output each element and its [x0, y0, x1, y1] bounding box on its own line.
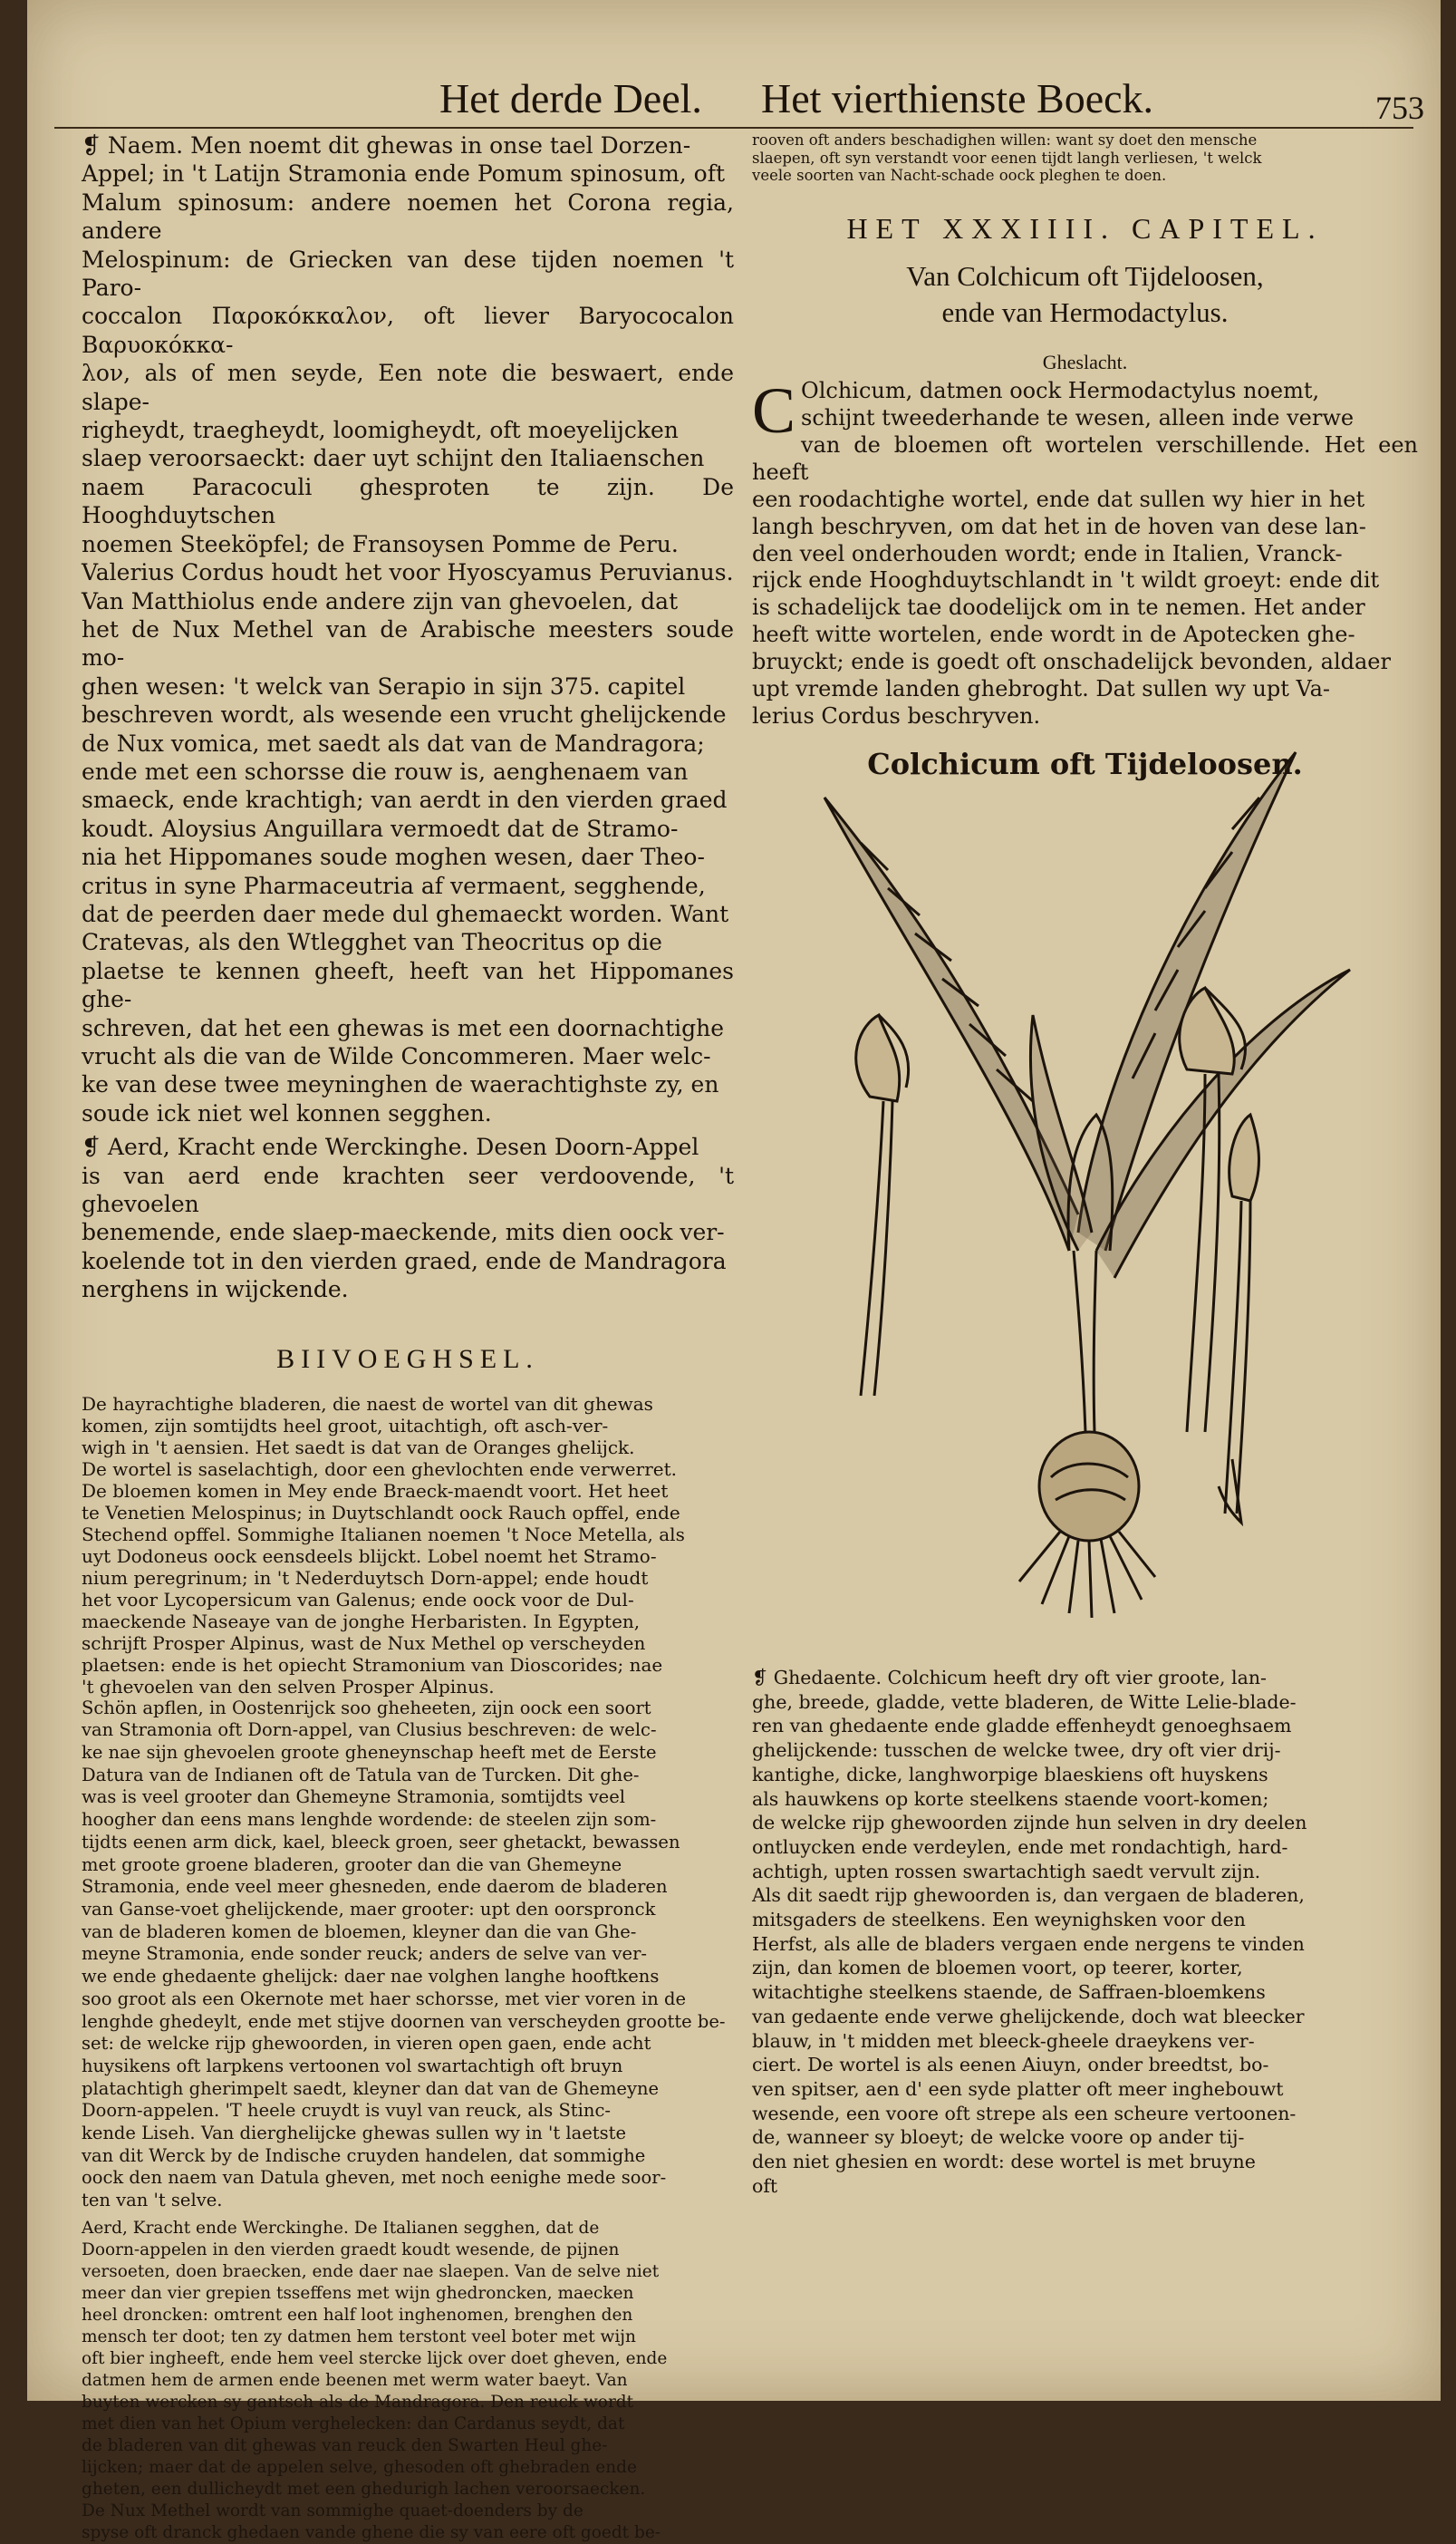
text-line: we ende ghedaente ghelijck: daer nae volghen langhe hooftkens	[82, 1966, 660, 1988]
text-line: heel droncken: omtrent een half loot inghenomen, brenghen den	[82, 2305, 633, 2325]
text-line: De hayrachtighe bladeren, die naest de wortel van dit ghewas	[82, 1392, 653, 1415]
right-column	[752, 131, 1418, 781]
text-line: van de bloemen oft wortelen verschillende. Het een heeft	[752, 431, 1418, 485]
text-line: λον, als of men seyde, Een note die beswaert, ende slape-	[82, 360, 734, 415]
gheslacht-label: Gheslacht.	[1042, 351, 1128, 374]
text-line: ende met een schorsse die rouw is, aenghenaem van	[82, 758, 689, 785]
text-line: Cratevas, als den Wtlegghet van Theocritus op die	[82, 929, 662, 956]
text-line: schrijft Prosper Alpinus, wast de Nux Methel op verscheyden	[82, 1631, 646, 1654]
text-line: komen, zijn somtijdts heel groot, uitachtigh, oft asch-ver-	[82, 1414, 609, 1436]
text-line: den veel onderhouden wordt; ende in Italien, Vranck-	[752, 540, 1343, 566]
bijvoeghsel-paragraph	[82, 1393, 734, 1698]
text-line: ❡ Aerd, Kracht ende Werckinghe. Desen Doorn-Appel	[82, 1134, 699, 1161]
text-line: heeft witte wortelen, ende wordt in de Apotecken ghe-	[752, 622, 1355, 648]
running-head-part: Het derde Deel.	[439, 75, 702, 121]
text-line: Stechend opffel. Sommighe Italianen noemen 't Noce Metella, als	[82, 1523, 685, 1545]
werckinghe-paragraph	[82, 2218, 734, 2544]
bulb	[1039, 1432, 1139, 1541]
text-line: kende Liseh. Van dierghelijcke ghewas sullen wy in 't laetste	[82, 2123, 627, 2144]
text-line: nia het Hippomanes soude moghen wesen, daer Theo-	[82, 844, 705, 871]
chapter-title: HET XXXIIII. CAPITEL.	[846, 212, 1324, 246]
text-line: Appel; in 't Latijn Stramonia ende Pomum spinosum, oft	[82, 160, 726, 188]
text-line: smaeck, ende krachtigh; van aerdt in den vierden graed	[82, 787, 728, 814]
text-line: Schön apflen, in Oostenrijck soo gheheeten, zijn oock een soort	[82, 1697, 651, 1718]
text-line: koudt. Aloysius Anguillara vermoedt dat de Stramo-	[82, 815, 679, 842]
text-line: huysikens oft larpkens vertoonen vol swartachtigh oft bruyn	[82, 2055, 623, 2076]
text-line: is schadelijck tae doodelijck om in te nemen. Het ander	[752, 595, 1365, 621]
text-line: soude ick niet wel konnen segghen.	[82, 1099, 492, 1127]
text-line: is van aerd ende krachten seer verdoovende, 't ghevoelen	[82, 1162, 734, 1218]
schon-paragraph	[82, 1698, 734, 2212]
bijvoeghsel-heading: BIIVOEGHSEL.	[276, 1343, 539, 1374]
text-line: coccalon Παροκόκκαλον, oft liever Baryococalon Βαρυοκόκκα-	[82, 303, 734, 358]
aerd-paragraph	[82, 1133, 734, 1303]
text-line: schreven, dat het een ghewas is met een doornachtighe	[82, 1014, 725, 1041]
text-line: tijdts eenen arm dick, kael, bleeck groen, seer ghetackt, bewassen	[82, 1831, 680, 1852]
text-line: hoogher dan eens mans lenghde wordende: de steelen zijn som-	[82, 1809, 657, 1831]
text-line: lenghde ghedeylt, ende met stijve doornen van verscheyden grootte be-	[82, 2010, 726, 2032]
text-line: De bloemen komen in Mey ende Braeck-maendt voort. Het heet	[82, 1479, 669, 1502]
colchicum-woodcut-illustration	[806, 743, 1368, 1649]
text-line: slaep veroorsaeckt: daer uyt schijnt den Italiaenschen	[82, 445, 705, 472]
text-line: mitsgaders de steelkens. Een weynighsken voor den	[752, 1909, 1246, 1931]
text-line: Doorn-appelen. 'T heele cruydt is vuyl van reuck, als Stinc-	[82, 2100, 611, 2122]
text-line: van dit Werck by de Indische cruyden handelen, dat sommighe	[82, 2144, 646, 2166]
text-line: De Nux Methel wordt van sommighe quaet-doenders by de	[82, 2500, 583, 2520]
text-line: mensch ter doot; ten zy datmen hem terstont veel boter met wijn	[82, 2326, 636, 2346]
text-line: rijck ende Hooghduytschlandt in 't wildt groeyt: ende dit	[752, 567, 1380, 594]
drop-cap: C	[752, 374, 796, 448]
text-line: rooven oft anders beschadighen willen: want sy doet den mensche	[752, 131, 1258, 149]
text-line: naem Paracoculi ghesproten te zijn. De Hooghduytschen	[82, 473, 734, 529]
text-line: Doorn-appelen in den vierden graedt koudt wesende, de pijnen	[82, 2239, 620, 2259]
text-line: ghe, breede, gladde, vette bladeren, de Witte Lelie-blade-	[752, 1690, 1297, 1713]
roots	[1019, 1532, 1155, 1618]
text-line: soo groot als een Okernote met haer schorsse, met vier voren in de	[82, 1988, 687, 2009]
text-line: met groote groene bladeren, grooter dan die van Ghemeyne	[82, 1853, 622, 1875]
text-line: buyten wercken sy gantsch als de Mandragora. Den reuck wordt	[82, 2392, 634, 2412]
text-line: dat de peerden daer mede dul ghemaeckt worden. Want	[82, 900, 729, 927]
text-line: wigh in 't aensien. Het saedt is dat van de Oranges ghelijck.	[82, 1436, 635, 1458]
text-line: critus in syne Pharmaceutria af vermaent, segghende,	[82, 872, 706, 899]
text-line: Datura van de Indianen oft de Tatula van de Turcken. Dit ghe-	[82, 1764, 640, 1785]
figure-caption: Colchicum oft Tijdeloosen.	[867, 746, 1303, 781]
text-line: de, wanneer sy bloeyt; de welcke voore op ander tij-	[752, 2126, 1245, 2149]
text-line: plaetse te kennen gheeft, heeft van het Hippomanes ghe-	[82, 957, 734, 1013]
text-line: Stramonia, ende veel meer ghesneden, ende daerom de bladeren	[82, 1876, 668, 1898]
text-line: gheten, een dullicheydt met een ghedurigh lachen veroorsaecken.	[82, 2479, 646, 2499]
flower-left-stem	[861, 1101, 883, 1396]
text-line: maeckende Naseaye van de jonghe Herbaristen. In Egypten,	[82, 1610, 641, 1632]
left-column	[82, 131, 734, 2544]
gheslacht-paragraph	[752, 374, 1418, 730]
text-line: Van Matthiolus ende andere zijn van ghevoelen, dat	[82, 587, 679, 614]
text-line: ven spitser, aen d' een syde platter oft meer inghebouwt	[752, 2077, 1284, 2100]
text-line: versoeten, doen braecken, ende daer nae slaepen. Van de selve niet	[82, 2261, 660, 2281]
text-line: lerius Cordus beschryven.	[752, 702, 1041, 729]
text-line: datmen hem de armen ende beenen met werm water baeyt. Van	[82, 2370, 628, 2390]
text-line: het de Nux Methel van de Arabische meesters soude mo-	[82, 615, 734, 672]
text-line: plaetsen: ende is het opiecht Stramonium van Dioscorides; nae	[82, 1653, 663, 1676]
text-line: blauw, in 't midden met bleeck-gheele draeykens ver-	[752, 2029, 1255, 2052]
text-line: ren van ghedaente ende gladde effenheydt genoeghsaem	[752, 1715, 1292, 1737]
text-line: de bladeren van dit ghewas van reuck den Swarten Heul ghe-	[82, 2435, 608, 2455]
text-line: als hauwkens op korte steelkens staende voort-komen;	[752, 1787, 1269, 1810]
text-line: bruyckt; ende is goedt oft onschadelijck bevonden, aldaer	[752, 649, 1391, 675]
text-line: was is veel grooter dan Ghemeyne Stramonia, somtijdts veel	[82, 1786, 625, 1808]
text-line: meer dan vier grepien tsseffens met wijn ghedroncken, maecken	[82, 2283, 634, 2303]
text-line: ten van 't selve.	[82, 2190, 223, 2211]
text-line: ❡ Naem. Men noemt dit ghewas in onse tael Dorzen-	[82, 132, 691, 159]
text-line: zijn, dan komen de bloemen voort, op teerer, korter,	[752, 1957, 1243, 1979]
text-line: Als dit saedt rijp ghewoorden is, dan vergaen de bladeren,	[752, 1884, 1305, 1907]
text-line: ke nae sijn ghevoelen groote gheneynschap heeft met de Eerste	[82, 1742, 657, 1764]
text-line: veele soorten van Nacht-schade oock pleghen te doen.	[752, 167, 1167, 185]
text-line: Olchicum, datmen oock Hermodactylus noemt,	[801, 378, 1320, 404]
text-line: Melospinum: de Griecken van dese tijden noemen 't Paro-	[82, 246, 734, 302]
text-line: van Stramonia oft Dorn-appel, van Clusius beschreven: de welc-	[82, 1719, 657, 1741]
header-rule	[54, 127, 1413, 129]
text-line: ke van dese twee meyninghen de waerachtighste zy, en	[82, 1071, 719, 1098]
text-line: van gedaente ende verwe ghelijckende, doch wat bleecker	[752, 2005, 1305, 2027]
text-line: uyt Dodoneus oock eensdeels blijckt. Lobel noemt het Stramo-	[82, 1544, 657, 1567]
page-number: 753	[1375, 90, 1424, 126]
text-line: van Ganse-voet ghelijckende, maer grooter: upt den oorspronck	[82, 1898, 656, 1920]
running-head-book: Het vierthienste Boeck.	[761, 75, 1154, 121]
text-line: kantighe, dicke, langhworpige blaeskiens oft huyskens	[752, 1763, 1268, 1785]
bud-right	[1229, 1115, 1259, 1201]
text-line: Aerd, Kracht ende Werckinghe. De Italianen segghen, dat de	[82, 2218, 600, 2238]
text-line: vrucht als die van de Wilde Concommeren. Maer welc-	[82, 1043, 711, 1069]
text-line: langh beschryven, om dat het in de hoven van dese lan-	[752, 513, 1366, 539]
text-line: upt vremde landen ghebroght. Dat sullen wy upt Va-	[752, 676, 1331, 702]
text-line: de Nux vomica, met saedt als dat van de Mandragora;	[82, 730, 705, 757]
text-line: De wortel is saselachtigh, door een ghevlochten ende verwerret.	[82, 1457, 677, 1480]
text-line: noemen Steeköpfel; de Fransoysen Pomme de Peru.	[82, 530, 679, 557]
text-line: het voor Lycopersicum van Galenus; ende oock voor de Dul-	[82, 1588, 634, 1611]
text-line: witachtighe steelkens staende, de Saffraen-bloemkens	[752, 1981, 1266, 2004]
chapter-subtitle-2: ende van Hermodactylus.	[941, 296, 1229, 329]
text-line: een roodachtighe wortel, ende dat sullen wy hier in het	[752, 486, 1365, 512]
text-line: van de bladeren komen de bloemen, kleyner dan die van Ghe-	[82, 1920, 637, 1942]
text-line: platachtigh gherimpelt saedt, kleyner dan dat van de Ghemeyne	[82, 2077, 660, 2099]
text-line: set: de welcke rijp ghewoorden, in vieren open gaen, ende acht	[82, 2033, 651, 2055]
naem-paragraph	[82, 131, 734, 1127]
text-line: schijnt tweederhande te wesen, alleen inde verwe	[801, 405, 1355, 431]
text-line: den niet ghesien en wordt: dese wortel is met bruyne	[752, 2151, 1256, 2173]
text-line: koelende tot in den vierden graed, ende de Mandragora	[82, 1247, 727, 1274]
text-line: meyne Stramonia, ende sonder reuck; anders de selve van ver-	[82, 1943, 647, 1965]
text-line: Herfst, als alle de bladers vergaen ende nergens te vinden	[752, 1932, 1305, 1955]
chapter-subtitle-1: Van Colchicum oft Tijdeloosen,	[906, 260, 1264, 293]
text-line: Valerius Cordus houdt het voor Hyoscyamus Peruvianus.	[82, 559, 734, 586]
text-line: slaepen, oft syn verstandt voor eenen tijdt langh verliesen, 't welck	[752, 149, 1262, 167]
text-line: beschreven wordt, als wesende een vrucht ghelijckende	[82, 701, 727, 729]
text-line: de welcke rijp ghewoorden zijnde hun selven in dry deelen	[752, 1812, 1307, 1834]
text-line: righeydt, traegheydt, loomigheydt, oft moeyelijcken	[82, 417, 679, 444]
book-page	[27, 0, 1441, 2542]
text-line: nium peregrinum; in 't Nederduytsch Dorn-appel; ende houdt	[82, 1566, 649, 1589]
text-line: wesende, een voore oft strepe als een scheure vertoonen-	[752, 2102, 1297, 2124]
text-line: oft bier ingheeft, ende hem veel stercke lijck over doet gheven, ende	[82, 2348, 668, 2368]
text-line: met dien van het Opium verghelecken: dan Cardanus seydt, dat	[82, 2413, 625, 2433]
text-line: nerghens in wijckende.	[82, 1276, 349, 1303]
text-line: 't ghevoelen van den selven Prosper Alpinus.	[82, 1675, 495, 1698]
text-line: oock den naem van Datula gheven, met noch eenighe mede soor-	[82, 2167, 667, 2189]
ghedaente-paragraph	[752, 1666, 1418, 2198]
text-line: ghen wesen: 't welck van Serapio in sijn 375. capitel	[82, 672, 686, 700]
text-line: ghelijckende: tusschen de welcke twee, dry oft vier drij-	[752, 1739, 1281, 1762]
text-line: achtigh, upten rossen swartachtigh saedt vervult zijn.	[752, 1860, 1261, 1882]
intro-paragraph	[752, 131, 1418, 185]
text-line: ciert. De wortel is als eenen Aiuyn, onder breedtst, bo-	[752, 2054, 1269, 2076]
text-line: ❡ Ghedaente. Colchicum heeft dry oft vier groote, lan-	[752, 1667, 1267, 1688]
text-line: ontluycken ende verdeylen, ende met rondachtigh, hard-	[752, 1835, 1288, 1858]
stem	[1074, 1251, 1085, 1432]
text-line: lijcken; maer dat de appelen selve, ghesoden oft ghebraden ende	[82, 2457, 637, 2477]
text-line: oft	[752, 2174, 778, 2197]
leaf-left	[824, 798, 1078, 1251]
text-line: spyse oft dranck ghedaen vande ghene die sy van eere oft goedt be-	[82, 2522, 661, 2542]
text-line: Malum spinosum: andere noemen het Corona regia, andere	[82, 189, 734, 245]
text-line: benemende, ende slaep-maeckende, mits dien oock ver-	[82, 1219, 725, 1246]
text-line: te Venetien Melospinus; in Duytschlandt oock Rauch opffel, ende	[82, 1501, 680, 1523]
